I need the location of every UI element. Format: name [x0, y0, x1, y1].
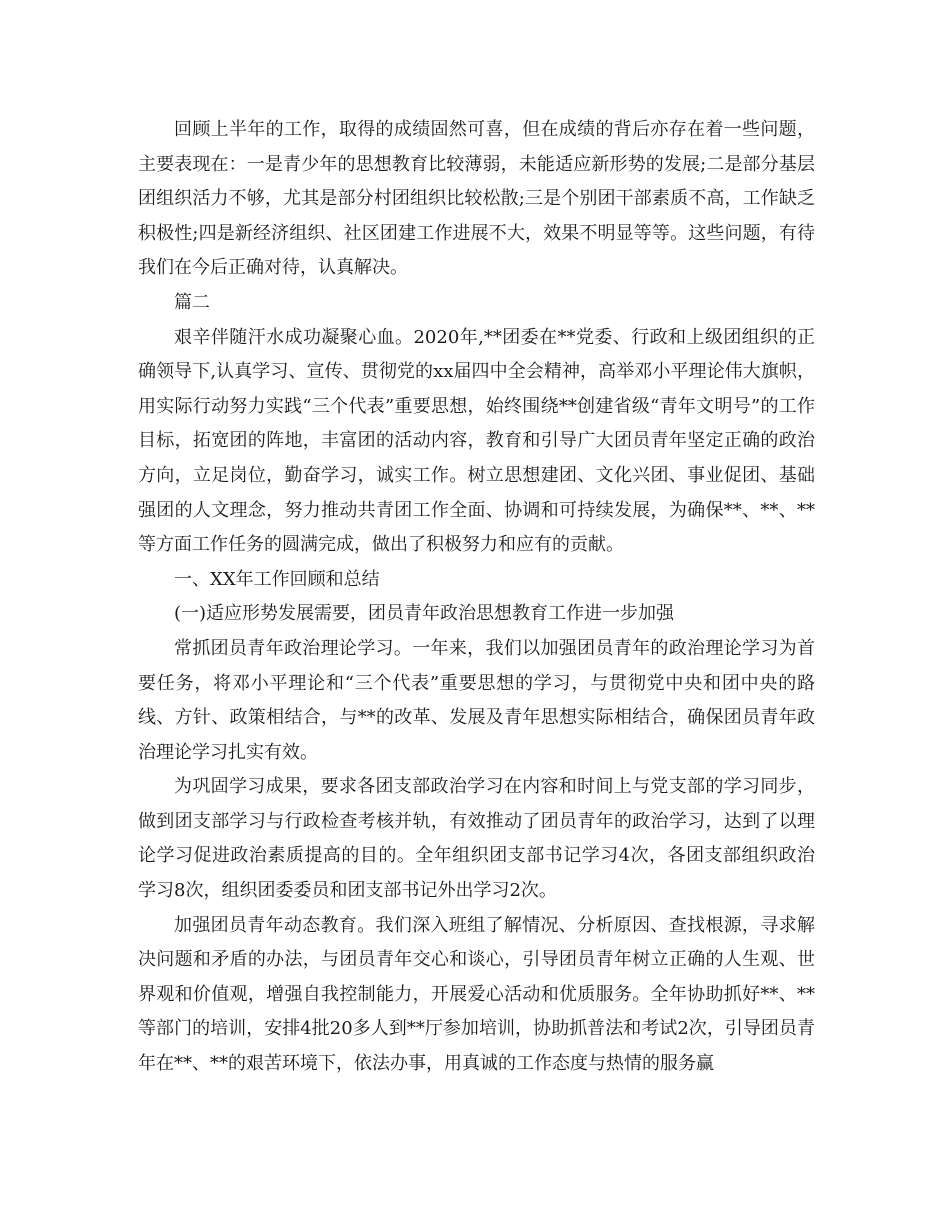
section-heading-review-summary: 一、XX年工作回顾和总结 [174, 568, 380, 590]
paragraph-review: 回顾上半年的工作，取得的成绩固然可喜，但在成绩的背后亦存在着一些问题，主要表现在：一是青少年的思想教育比较薄弱，未能适应新形势的发展;二是部分基层团组织活力不够，尤其是部分村团组织比较松散;三是个别团干部素质不高，工作缺乏积极性;四是新经济组织、社区团建工作进展不大，效果不明显等等。这些问题，有待我们在今后正确对待，认真解决。 [138, 119, 815, 279]
subsection-heading-political-education: (一)适应形势发展需要，团员青年政治思想教育工作进一步加强 [174, 603, 675, 625]
paragraph-intro: 艰辛伴随汗水成功凝聚心血。2020年,**团委在**党委、行政和上级团组织的正确领导下,认真学习、宣传、贯彻党的xx届四中全会精神，高举邓小平理论伟大旗帜，用实际行动努力实践“三个代表”重要思想，始终围绕**创建省级“青年文明号”的工作目标，拓宽团的阵地，丰富团的活动内容，教育和引导广大团员青年坚定正确的政治方向，立足岗位，勤奋学习，诚实工作。树立思想建团、文化兴团、事业促团、基础强团的人文理念，努力推动共青团工作全面、协调和可持续发展，为确保**、**、**等方面工作任务的圆满完成，做出了积极努力和应有的贡献。 [138, 326, 815, 556]
paragraph-study-results: 为巩固学习成果，要求各团支部政治学习在内容和时间上与党支部的学习同步，做到团支部学习与行政检查考核并轨，有效推动了团员青年的政治学习，达到了以理论学习促进政治素质提高的目的。全年组织团支部书记学习4次，各团支部组织政治学习8次，组织团委委员和团支部书记外出学习2次。 [138, 776, 815, 902]
paragraph-theory-study: 常抓团员青年政治理论学习。一年来，我们以加强团员青年的政治理论学习为首要任务，将邓小平理论和“三个代表”重要思想的学习，与贯彻党中央和团中央的路线、方针、政策相结合，与**的改革、发展及青年思想实际相结合，确保团员青年政治理论学习扎实有效。 [138, 637, 815, 763]
paragraph-dynamic-education: 加强团员青年动态教育。我们深入班组了解情况、分析原因、查找根源，寻求解决问题和矛盾的办法，与团员青年交心和谈心，引导团员青年树立正确的人生观、世界观和价值观，增强自我控制能力，开展爱心活动和优质服务。全年协助抓好**、**等部门的培训，安排4批20多人到**厅参加培训，协助抓普法和考试2次，引导团员青年在**、**的艰苦环境下，依法办事，用真诚的工作态度与热情的服务赢 [138, 914, 815, 1075]
section-heading-part-two: 篇二 [174, 291, 210, 313]
